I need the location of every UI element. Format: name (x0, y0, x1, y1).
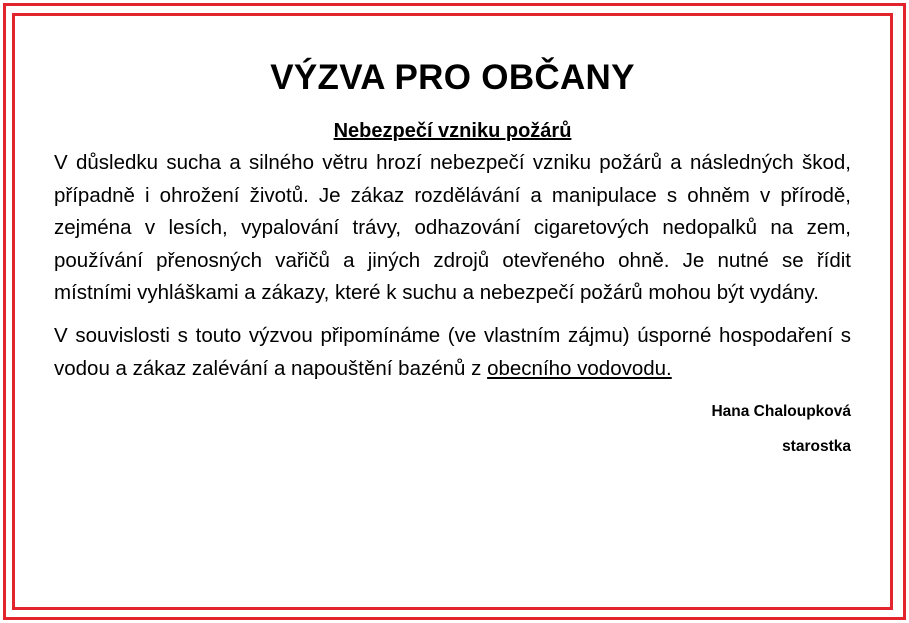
notice-subtitle (54, 118, 851, 144)
subtitle-text: Nebezpečí vzniku požárů (333, 120, 572, 142)
signature-role: starostka (782, 438, 851, 456)
paragraph-fire-warning: V důsledku sucha a silného větru hrozí nebezpečí vzniku požárů a následných škod, případně i ohrožení životů. Je zákaz rozdělávání a manipulace s ohněm v přírodě, zejména v lesích, vypalování trávy, odhazování cigaretových nedopalků na zem, používání přenosných vařičů a jiných zdrojů otevřeného ohně. Je nutné se řídit místními vyhláškami a zákazy, které k suchu a nebezpečí požárů mohou být vydány. (54, 151, 851, 305)
signature-block (54, 402, 851, 457)
paragraph-water-saving (54, 320, 851, 385)
paragraph-water-saving-text: V souvislosti s touto výzvou připomínáme (ve vlastním zájmu) úsporné hospodaření s vodou a zákaz zalévání a napouštění bazénů z (54, 323, 851, 380)
paragraph-water-saving-underlined: obecního vodovodu. (487, 356, 672, 380)
signature-name: Hana Chaloupková (711, 403, 851, 421)
page-title: VÝZVA PRO OBČANY (270, 58, 635, 97)
notice-content (54, 56, 851, 457)
